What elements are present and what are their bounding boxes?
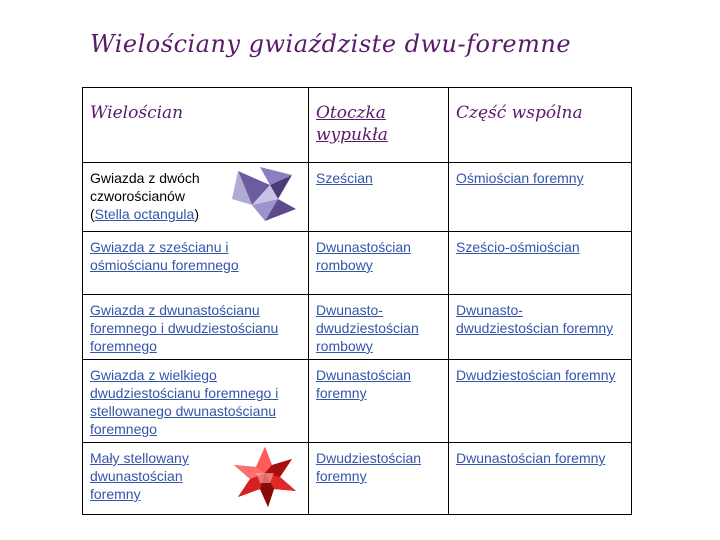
header-convex-hull[interactable] [309,88,449,163]
stella-octangula-link[interactable]: Stella octangula [94,206,195,222]
cell-intersection[interactable] [449,443,632,515]
intersection-link[interactable]: Ośmiościan foremny [456,170,584,186]
cell-intersection[interactable] [449,360,632,443]
cell-hull[interactable] [309,163,449,232]
polyhedra-table [82,87,632,515]
cell-hull[interactable] [309,443,449,515]
polyhedron-link[interactable]: Gwiazda z dwunastościanu foremnego i dwudziestościanu foremnego [90,302,279,354]
cell-polyhedron[interactable] [83,360,309,443]
polyhedron-text: Gwiazda z dwóch czworościanów [90,170,200,204]
cell-polyhedron [83,163,309,232]
header-intersection: Część wspólna [449,88,632,163]
stella-octangula-image [230,165,300,225]
paren-close: ) [194,206,199,222]
polyhedron-link[interactable]: Gwiazda z wielkiego dwudziestościanu foremnego i stellowanego dwunastościanu foremnego [90,367,279,437]
hull-link[interactable]: Dwunastościan foremny [316,367,411,401]
hull-link[interactable]: Dwudziestościan foremny [316,450,422,484]
cell-hull[interactable] [309,232,449,295]
intersection-link[interactable]: Dwudziestościan foremny [456,367,616,383]
paren-open: ( [90,206,95,222]
table-row [83,360,632,443]
cell-intersection[interactable] [449,163,632,232]
cell-polyhedron[interactable] [83,232,309,295]
intersection-link[interactable]: Dwunasto-dwudziestościan foremny [456,302,614,336]
header-polyhedron: Wielościan [83,88,309,163]
cell-polyhedron[interactable] [83,295,309,360]
cell-hull[interactable] [309,295,449,360]
convex-hull-link[interactable]: Otoczka wypukła [316,103,388,145]
hull-link[interactable]: Dwunasto-dwudziestościan rombowy [316,302,419,354]
intersection-link[interactable]: Sześcio-ośmiościan [456,239,580,255]
hull-link[interactable]: Dwunastościan rombowy [316,239,411,273]
cell-polyhedron[interactable] [83,443,309,515]
hull-link[interactable]: Sześcian [316,170,373,186]
cell-intersection[interactable] [449,295,632,360]
table-header-row [83,88,632,163]
page-title: Wielościany gwiaździste dwu-foremne [90,30,572,58]
table-row [83,163,632,232]
table-row [83,295,632,360]
table-row [83,232,632,295]
intersection-link[interactable]: Dwunastościan foremny [456,450,606,466]
polyhedron-link[interactable]: Gwiazda z sześcianu i ośmiościanu foremnego [90,239,239,273]
cell-hull[interactable] [309,360,449,443]
polyhedron-link[interactable]: Mały stellowany dwunastościan foremny [90,450,189,502]
cell-intersection[interactable] [449,232,632,295]
table-row [83,443,632,515]
small-stellated-dodecahedron-image [230,445,300,509]
